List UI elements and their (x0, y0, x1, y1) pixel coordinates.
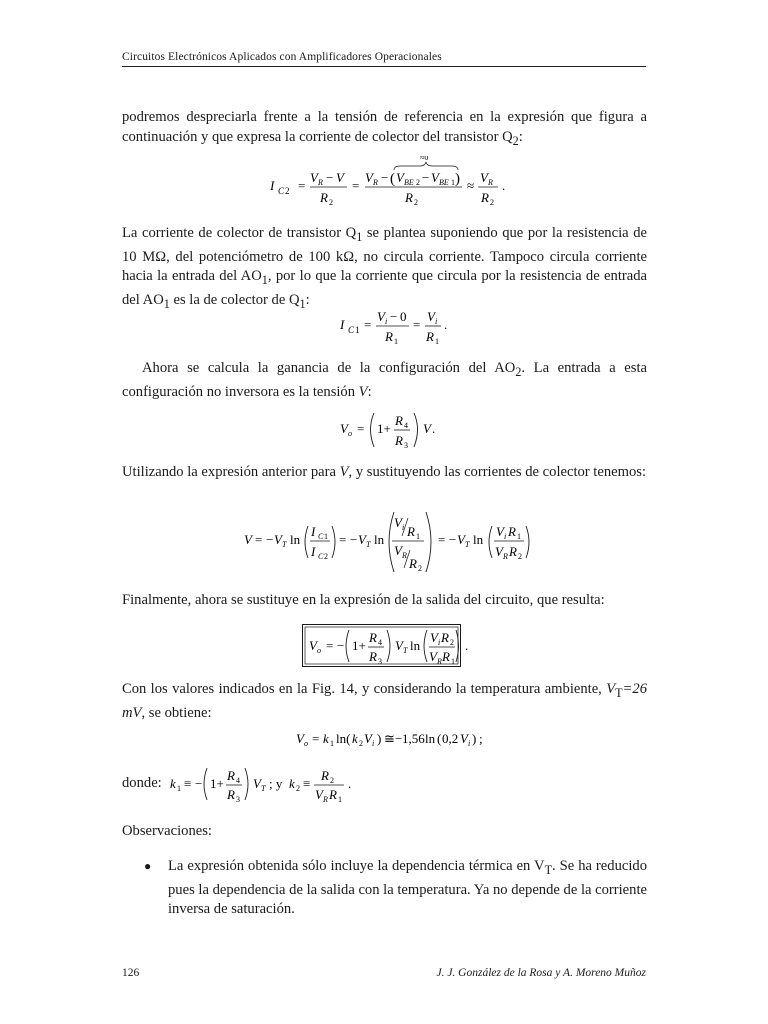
svg-text:≡: ≡ (303, 776, 311, 791)
svg-text:V: V (495, 544, 503, 559)
svg-text:o: o (348, 429, 352, 438)
svg-text:−: − (422, 170, 430, 185)
svg-text:k: k (170, 776, 176, 791)
svg-text:V: V (244, 532, 252, 547)
svg-text:R: R (395, 413, 403, 428)
svg-text:2: 2 (330, 776, 334, 785)
svg-text:V: V (364, 731, 372, 746)
svg-text:−: − (326, 170, 334, 185)
svg-text:T: T (261, 784, 266, 793)
svg-text:3: 3 (404, 441, 408, 450)
svg-text:−: − (337, 638, 345, 653)
svg-text:T: T (403, 646, 408, 655)
svg-text:R: R (227, 787, 235, 802)
svg-text:R: R (426, 329, 434, 344)
svg-text:=: = (255, 532, 263, 547)
coefficient-value: 1,56 (402, 731, 425, 746)
svg-text:i: i (385, 317, 388, 326)
svg-text:V: V (310, 170, 318, 185)
bullet-icon: ● (144, 859, 152, 873)
svg-text:V: V (377, 309, 385, 324)
svg-text:R: R (329, 787, 337, 802)
svg-text:1: 1 (338, 795, 342, 804)
svg-text:;: ; (479, 731, 483, 746)
svg-text:=: = (413, 317, 421, 332)
svg-text:BE: BE (439, 178, 449, 187)
svg-text:1: 1 (435, 337, 439, 346)
svg-text:4: 4 (236, 776, 240, 785)
svg-text:V: V (480, 170, 488, 185)
svg-text:.: . (465, 638, 469, 653)
svg-text:V: V (429, 649, 437, 664)
svg-text:V: V (274, 532, 282, 547)
svg-text:I: I (311, 544, 316, 559)
svg-text:1+: 1+ (352, 638, 366, 653)
running-header: Circuitos Electrónicos Aplicados con Amplificadores Operacionales (122, 51, 442, 63)
list-item: ● La expresión obtenida sólo incluye la dependencia térmica en $V_T$. Se ha reducido pues la dependencia de la salida con la temperatura. Ya no depende de la corriente inversa de saturación. (144, 858, 647, 918)
svg-text:2: 2 (285, 186, 290, 196)
svg-text:k: k (352, 731, 358, 746)
equation-v-ln (244, 510, 534, 581)
equation-ic2 (270, 156, 510, 217)
svg-text:−: − (395, 731, 403, 746)
svg-text:R: R (369, 630, 377, 645)
svg-text:C: C (348, 325, 355, 335)
svg-text:V: V (315, 787, 323, 802)
svg-text:.: . (502, 178, 506, 193)
svg-text:ln: ln (290, 532, 301, 547)
svg-text:o: o (304, 739, 308, 748)
observations-list (122, 857, 647, 920)
svg-text:V: V (394, 543, 402, 558)
svg-text:=: = (352, 178, 360, 193)
svg-text:ln(: ln( (336, 731, 351, 746)
svg-text:i: i (468, 739, 471, 748)
svg-text:1+: 1+ (377, 421, 391, 436)
svg-text:R: R (395, 433, 403, 448)
svg-text:T: T (366, 540, 371, 549)
equation-ic1 (340, 303, 450, 352)
svg-text:3: 3 (236, 795, 240, 804)
svg-text:=: = (364, 317, 372, 332)
paragraph-6: Con los valores indicados en la Fig. 14, y considerando la temperatura ambiente, $V_T=26$ mV, se obtiene: (122, 681, 647, 721)
svg-text:2: 2 (416, 178, 420, 187)
svg-text:): ) (472, 731, 477, 746)
paragraph-4: Utilizando la expresión anterior para V, y sustituyendo las corrientes de colector tenemos: (122, 464, 647, 480)
svg-text:o: o (317, 646, 321, 655)
svg-text:1: 1 (394, 337, 398, 346)
svg-text:k: k (289, 776, 295, 791)
svg-text:R: R (503, 552, 508, 561)
svg-text:C: C (278, 186, 285, 196)
svg-text:R: R (509, 544, 517, 559)
svg-text:R: R (508, 524, 516, 539)
svg-text:V: V (296, 731, 304, 746)
svg-text:i: i (402, 523, 405, 532)
svg-text:R: R (385, 329, 393, 344)
svg-text:R: R (442, 649, 450, 664)
svg-text:2: 2 (490, 198, 494, 207)
svg-text:R: R (323, 795, 328, 804)
svg-text:V: V (358, 532, 366, 547)
svg-text:R: R (402, 551, 407, 560)
svg-text:R: R (481, 190, 489, 205)
svg-text:.: . (444, 317, 448, 332)
svg-text:V: V (365, 170, 373, 185)
svg-text:.: . (432, 421, 436, 436)
svg-text:.: . (348, 776, 352, 791)
paragraph-3: Ahora se calcula la ganancia de la configuración del $AO_2$. La entrada a esta configuración no inversora es la tensión V: (122, 360, 647, 400)
svg-text:1: 1 (177, 784, 181, 793)
svg-text:I: I (340, 317, 345, 332)
svg-text:V: V (430, 630, 438, 645)
svg-text:T: T (465, 540, 470, 549)
svg-text:C: C (318, 532, 324, 541)
svg-text:V: V (427, 309, 435, 324)
svg-text:i: i (504, 532, 507, 541)
svg-text:R: R (373, 178, 378, 187)
svg-text:=: = (298, 178, 306, 193)
svg-text:I: I (270, 178, 275, 193)
svg-text:2: 2 (450, 638, 454, 647)
svg-text:i: i (372, 739, 375, 748)
svg-text:R: R (227, 768, 235, 783)
svg-text:2: 2 (329, 198, 333, 207)
svg-text:1: 1 (324, 532, 328, 541)
observations-title: Observaciones: (122, 823, 212, 839)
svg-text:BE: BE (404, 178, 414, 187)
svg-text:(: ( (390, 171, 395, 187)
page-number: 126 (122, 967, 140, 979)
svg-text:R: R (318, 178, 323, 187)
svg-text:=: = (312, 731, 320, 746)
svg-text:V: V (396, 170, 404, 185)
svg-text:T: T (282, 540, 287, 549)
svg-text:2: 2 (518, 552, 522, 561)
svg-text:R: R (409, 556, 417, 571)
svg-text:0: 0 (400, 309, 407, 324)
paragraph-2: La corriente de colector de transistor $Q_1$ se plantea suponiendo que por la resistencia de 10 MΩ, del potenciómetro de 100 kΩ, no circula corriente. Tampoco circula corriente hacia la entrada del $AO_1$, por lo que la corriente que circula por la resistencia de entrada del $AO_1$ es la de colector de $Q_1$: (122, 225, 647, 311)
svg-text:2: 2 (296, 784, 300, 793)
svg-text:V: V (457, 532, 465, 547)
svg-text:V: V (394, 515, 402, 530)
equation-vo-numeric (296, 728, 486, 755)
svg-text:R: R (321, 768, 329, 783)
svg-text:): ) (455, 171, 460, 187)
svg-text:R: R (369, 649, 377, 664)
coefficient-inner: 0,2 (442, 731, 459, 746)
svg-text:≡: ≡ (184, 776, 192, 791)
svg-text:1: 1 (355, 325, 360, 335)
svg-text:V: V (340, 421, 348, 436)
svg-text:=: = (438, 532, 446, 547)
svg-text:V: V (496, 524, 504, 539)
svg-text:R: R (488, 178, 493, 187)
svg-text:−: − (195, 776, 203, 791)
svg-text:3: 3 (378, 657, 382, 666)
equation-vo-gain (340, 407, 440, 456)
header-rule (122, 66, 646, 67)
svg-text:R: R (441, 630, 449, 645)
svg-text:1: 1 (451, 178, 455, 187)
svg-text:V: V (336, 170, 344, 185)
svg-text:=: = (339, 532, 347, 547)
svg-text:−: − (449, 532, 457, 547)
svg-text:−: − (390, 309, 398, 324)
svg-text:=: = (357, 421, 365, 436)
svg-text:−: − (381, 170, 389, 185)
svg-text:V: V (460, 731, 468, 746)
paragraph-5: Finalmente, ahora se sustituye en la expresión de la salida del circuito, que resulta: (122, 592, 605, 608)
svg-text:4: 4 (404, 421, 408, 430)
svg-text:V: V (431, 170, 439, 185)
svg-text:V: V (309, 638, 317, 653)
equation-k-definitions (170, 762, 360, 811)
svg-text:V: V (395, 638, 403, 653)
svg-text:I: I (311, 524, 316, 539)
footer-authors: J. J. González de la Rosa y A. Moreno Muñoz (436, 967, 646, 979)
svg-text:2: 2 (359, 739, 363, 748)
svg-text:2: 2 (324, 552, 328, 561)
svg-text:1: 1 (416, 532, 420, 541)
svg-text:R: R (405, 190, 413, 205)
svg-text:V: V (423, 421, 431, 436)
svg-text:(: ( (437, 731, 442, 746)
svg-text:1: 1 (517, 532, 521, 541)
svg-text:R: R (320, 190, 328, 205)
svg-text:k: k (323, 731, 329, 746)
svg-text:V: V (253, 776, 261, 791)
svg-text:ln: ln (410, 638, 421, 653)
svg-text:=: = (326, 638, 334, 653)
svg-text:C: C (318, 552, 324, 561)
svg-text:): ) (377, 731, 382, 746)
svg-text:≈: ≈ (467, 178, 475, 193)
svg-text:−: − (266, 532, 274, 547)
svg-text:2: 2 (418, 564, 422, 573)
svg-text:1: 1 (330, 739, 334, 748)
svg-text:4: 4 (378, 638, 382, 647)
svg-text:1+: 1+ (210, 776, 224, 791)
svg-text:ln: ln (374, 532, 385, 547)
svg-text:i: i (438, 638, 441, 647)
svg-text:ln: ln (425, 731, 436, 746)
donde-label: donde: (122, 775, 162, 791)
paragraph-1: podremos despreciarla frente a la tensión de referencia en la expresión que figura a continuación y que expresa la corriente de colector del transistor $Q_2$: (122, 109, 647, 148)
svg-text:ln: ln (473, 532, 484, 547)
equation-final-boxed (302, 624, 472, 673)
svg-text:R: R (407, 524, 415, 539)
svg-text:2: 2 (414, 198, 418, 207)
svg-text:−: − (350, 532, 358, 547)
approx-zero-annotation: ≈0 (420, 156, 429, 162)
svg-text:R: R (437, 657, 442, 666)
svg-text:i: i (435, 317, 438, 326)
svg-text:; y: ; y (269, 776, 283, 791)
svg-text:1: 1 (451, 657, 455, 666)
svg-text:≅: ≅ (384, 731, 395, 746)
